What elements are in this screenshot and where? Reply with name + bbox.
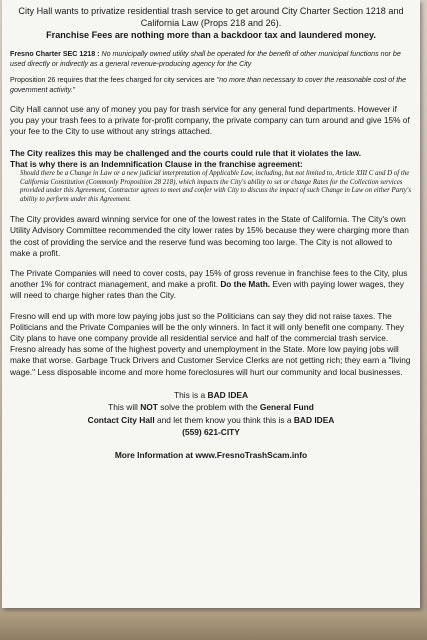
charter-quote: [10, 50, 412, 69]
more-info-link: More Information at www.FresnoTrashScam.info: [114, 449, 308, 460]
paragraph-rates: The City provides award winning service for one of the lowest rates in the State of California. The City's own Utility Advisory Committee recommended the city lower rates by 15% because they were charging more than the cost of providing the service and the reserve fund was becoming too large. The City is not allowed to make a profit.: [10, 214, 409, 258]
intro-line: City Hall wants to privatize residential trash service to get around City Charter Section 1218 and California Law (Props 218 and 26).: [18, 6, 404, 28]
prop26-note: [10, 76, 412, 95]
challenge-line1: The City realizes this may be challenged and the courts could rule that it violates the law.: [10, 147, 362, 158]
charter-text: No municipally owned utility shall be operated for the benefit of other municipal functions nor be used directly or indirectly as a general revenue-producing agency for the City: [10, 50, 401, 68]
flyer-sheet: [2, 0, 420, 608]
prop26-lead: Proposition 26 requires that the fees charged for city services are: [10, 76, 217, 84]
charter-lead: Fresno Charter SEC 1218 :: [10, 50, 100, 58]
footer-block: [10, 389, 412, 462]
challenge-line2: That is why there is an Indemnification Clause in the franchise agreement:: [10, 158, 303, 169]
paragraph-jobs: Fresno will end up with more low paying jobs just so the Politicians can say they did not raise taxes. The Politicians and the Private Companies will be the only winners. In fact it will only benefit one company. They City plans to have one company provide all residential service and half of the commercial trash service. Fresno already has some of the highest poverty and unemployment in the State. More low paying jobs will make that worse. Garbage Truck Drivers and Customer Service Clerks are not getting rich; they earn a "living wage." Less disposable income and more home foreclosures will hurt our community and local businesses.: [10, 310, 411, 377]
bad-idea-line: This is a BAD IDEA: [174, 389, 248, 400]
wooden-surface: [0, 612, 427, 640]
paragraph-general-fund: City Hall cannot use any of money you pay for trash service for any general fund departments. However if you pay your trash fees to a private for-profit company, the private company can turn around and give 15% of your fee to the City to use without any strings attached.: [10, 104, 410, 137]
indemnification-clause: Should there be a Change in Law or a new judicial interpretation of Applicable Law, including, but not limited to, Article XIII C and D of the California Constitution (Commonly Proposition 28 218), which impacts the City's ability to set or change Rates for the Collection services provided under this Agreement, Contractor agrees to meet and confer with City to discuss the impact of such Change in Law on either Party's ability to perform under this Agreement.: [20, 169, 412, 204]
intro-block: [10, 5, 412, 41]
challenge-heading: [10, 148, 412, 170]
phone-number: (559) 621-CITY: [182, 427, 240, 438]
contact-line: Contact City Hall and let them know you think this is a BAD IDEA: [87, 414, 335, 425]
prop26-quote: "no more than necessary to cover the reasonable cost of the government activity.": [10, 76, 407, 94]
general-fund-line: This will NOT solve the problem with the General Fund: [108, 402, 314, 413]
intro-tagline: Franchise Fees are nothing more than a backdoor tax and laundered money.: [46, 30, 376, 40]
paragraph-math: The Private Companies will need to cover costs, pay 15% of gross revenue in franchise fees to the City, plus another 1% for contract management, and make a profit. Do the Math. Even with paying lower wages, they will need to charge higher rates than the City.: [10, 268, 408, 301]
do-the-math: Do the Math.: [220, 279, 271, 290]
